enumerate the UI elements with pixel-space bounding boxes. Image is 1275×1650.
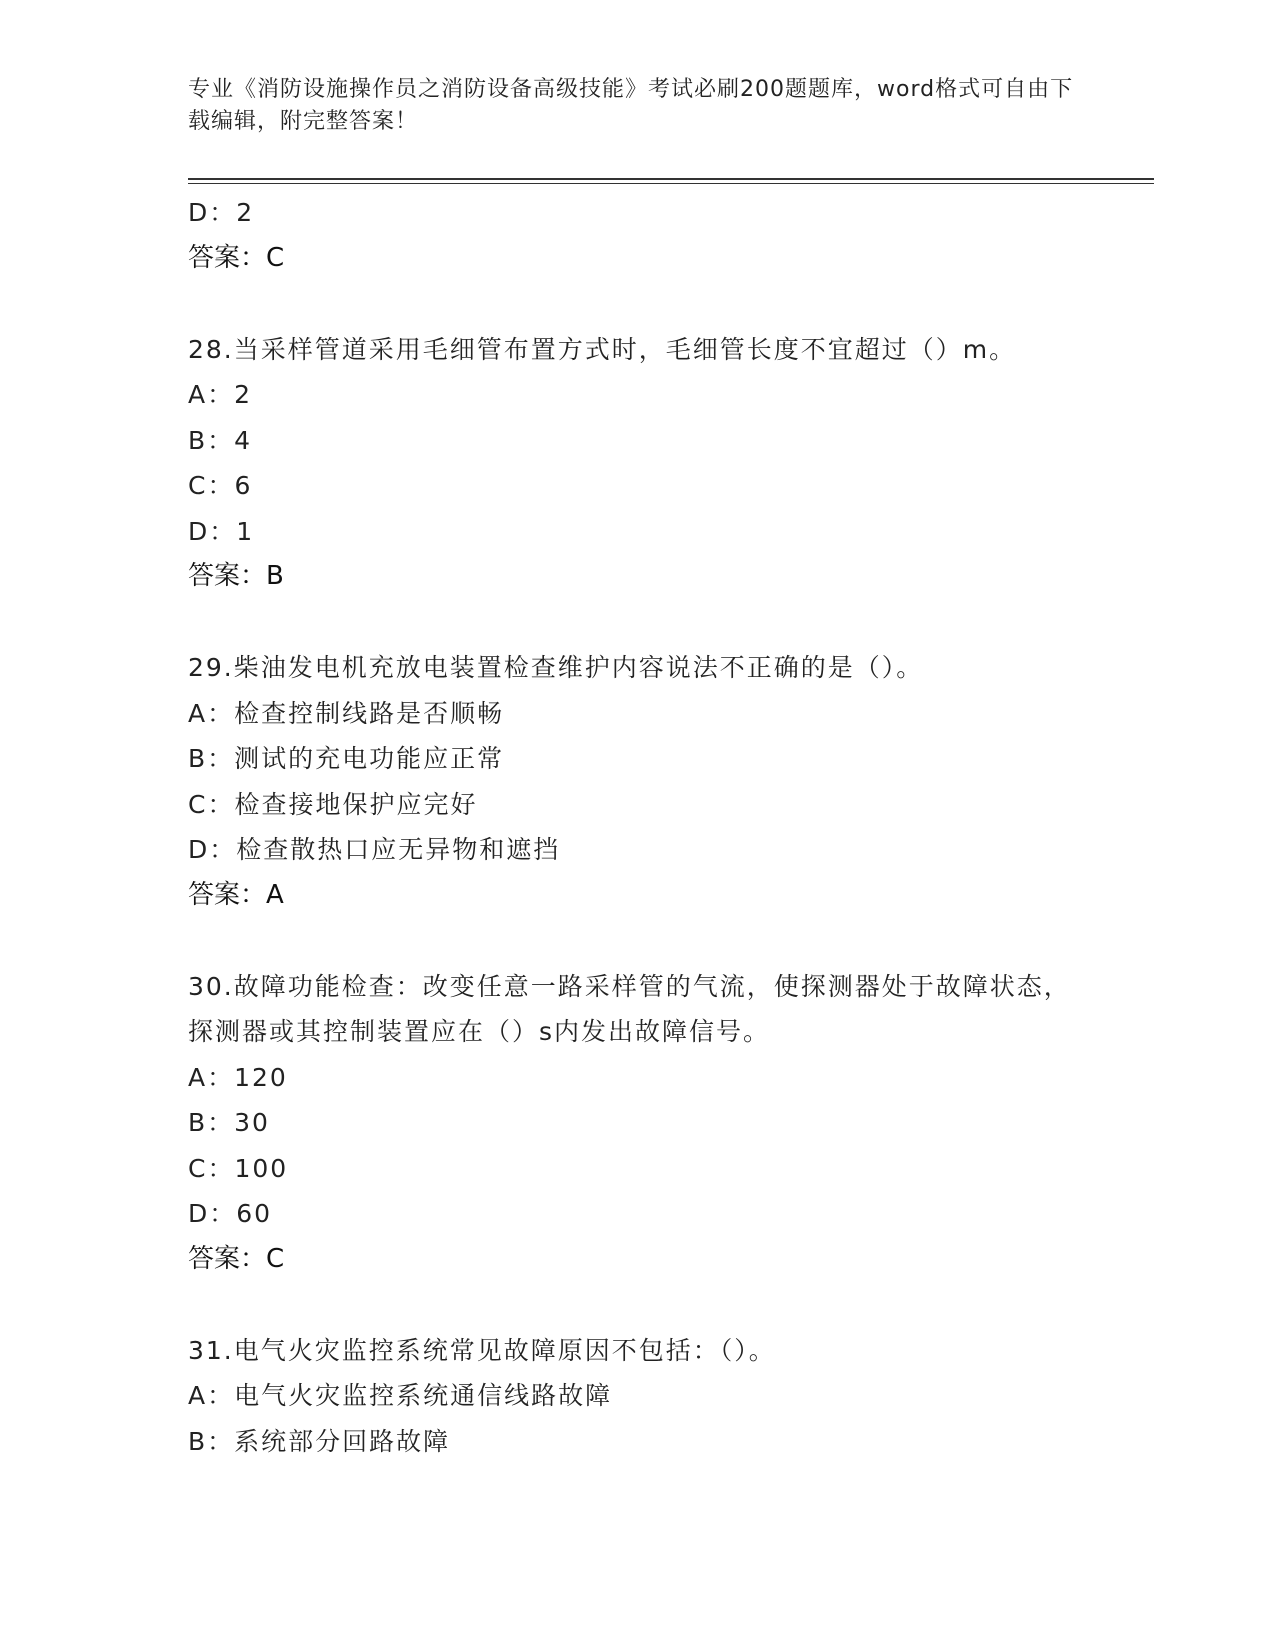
option-a: A：检查控制线路是否顺畅 (188, 698, 505, 728)
option-c: C：检查接地保护应完好 (188, 789, 478, 819)
option-b: B：4 (188, 425, 253, 455)
option-a: A：电气火灾监控系统通信线路故障 (188, 1381, 613, 1410)
option-d: D：1 (188, 516, 255, 546)
answer-line: 答案：A (188, 879, 284, 910)
option-b: B：30 (188, 1108, 270, 1137)
answer-line: 答案：C (188, 1243, 285, 1274)
option-a: A：2 (188, 380, 253, 409)
option-d: D：检查散热口应无异物和遮挡 (188, 835, 561, 864)
option-c: C：100 (188, 1153, 289, 1183)
spacer (188, 600, 1088, 646)
question-list (188, 190, 1088, 1464)
question-stem: 28.当采样管道采用毛细管布置方式时，毛细管长度不宜超过（）m。 (188, 334, 1017, 364)
option-a: A：120 (188, 1062, 288, 1092)
spacer (188, 281, 1088, 327)
option-c: C：6 (188, 471, 253, 500)
document-header: 专业《消防设施操作员之消防设备高级技能》考试必刷200题题库，word格式可自由下载编辑，附完整答案！ (188, 77, 1074, 134)
header-divider-thick (188, 178, 1154, 180)
question-stem: 29.柴油发电机充放电装置检查维护内容说法不正确的是（）。 (188, 653, 924, 682)
spacer (188, 1282, 1088, 1328)
answer-line: 答案：C (188, 242, 285, 273)
option-d: D：2 (188, 198, 255, 227)
spacer (188, 918, 1088, 964)
option-b: B：系统部分回路故障 (188, 1426, 451, 1456)
answer-line: 答案：B (188, 561, 284, 591)
question-stem: 30.故障功能检查：改变任意一路采样管的气流，使探测器处于故障状态，探测器或其控制装置应在（）s内发出故障信号。 (188, 971, 1071, 1046)
option-b: B：测试的充电功能应正常 (188, 744, 505, 773)
option-d: D：60 (188, 1199, 273, 1228)
header-divider-thin (188, 183, 1154, 184)
question-stem: 31.电气火灾监控系统常见故障原因不包括：（）。 (188, 1335, 776, 1365)
